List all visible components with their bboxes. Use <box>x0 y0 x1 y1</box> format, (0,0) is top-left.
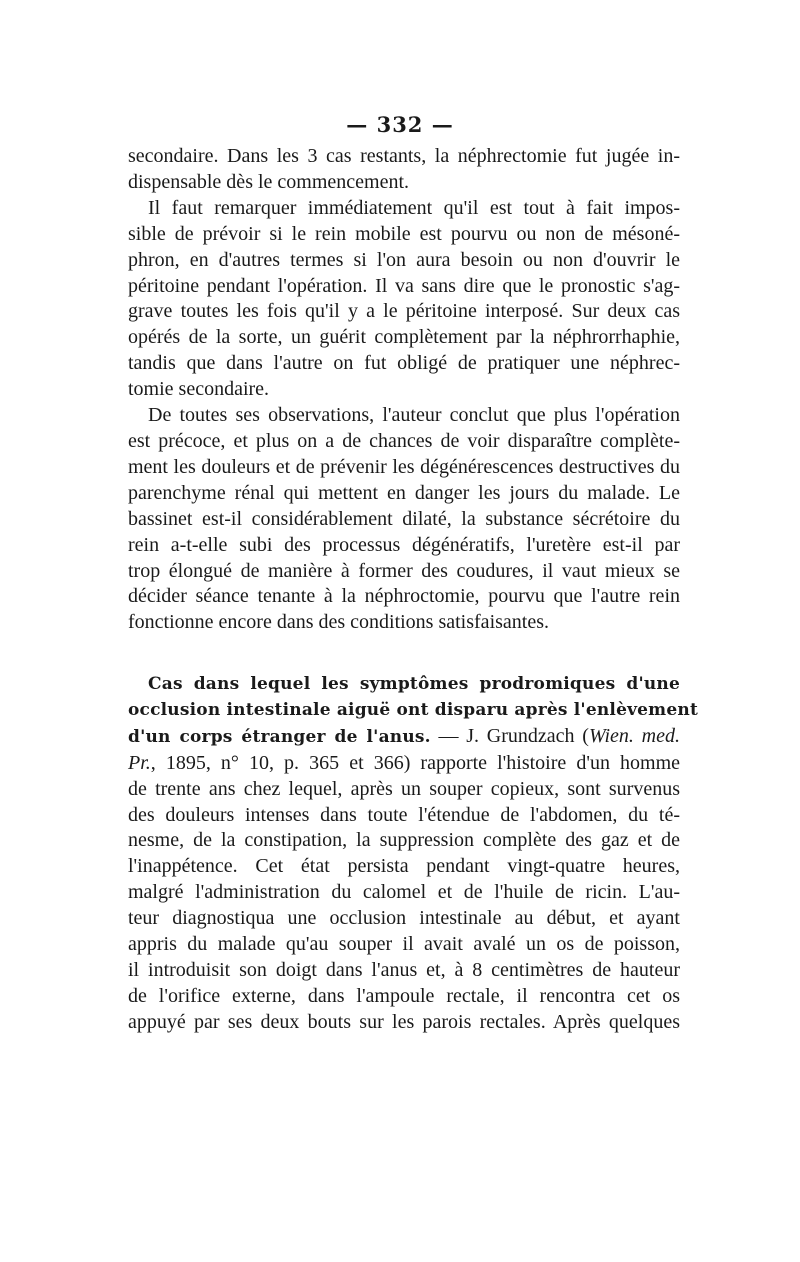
text-line: Il faut remarquer immédiatement qu'il est tout à fait impos- <box>148 196 680 219</box>
text-line: phron, en d'autres termes si l'on aura besoin ou non d'ouvrir le <box>128 248 680 271</box>
page-number: — 332 — <box>346 112 454 137</box>
text-line: péritoine pendant l'opération. Il va sans dire que le pronostic s'ag- <box>128 274 680 297</box>
text-line: trop élongué de manière à former des coudures, il vaut mieux se <box>128 559 680 582</box>
text-line: secondaire. Dans les 3 cas restants, la néphrectomie fut jugée in- <box>128 145 680 167</box>
text-line: fonctionne encore dans des conditions satisfaisantes. <box>128 611 549 634</box>
text-line: l'inappétence. Cet état persista pendant vingt-quatre heures, <box>128 855 680 878</box>
text-line: il introduisit son doigt dans l'anus et, à 8 centimètres de hauteur <box>128 958 680 981</box>
citation-journal: Wien. med. <box>588 724 680 747</box>
text-line: appuyé par ses deux bouts sur les parois rectales. Après quelques <box>128 1010 680 1033</box>
text-line: tomie secondaire. <box>128 378 270 401</box>
citation-author: — J. Grundzach ( <box>430 724 589 747</box>
text-line: rein a-t-elle subi des processus dégénératifs, l'uretère est-il par <box>128 533 680 556</box>
text-line: malgré l'administration du calomel et de l'huile de ricin. L'au- <box>128 881 680 904</box>
text-line: des douleurs intenses dans toute l'étendue de l'abdomen, du té- <box>128 803 680 826</box>
text-line: est précoce, et plus on a de chances de voir disparaître complète- <box>128 429 680 452</box>
text-line: ment les douleurs et de prévenir les dégénérescences destructives du <box>128 455 680 478</box>
text-line: teur diagnostiqua une occlusion intestinale au début, et ayant <box>128 907 680 930</box>
text-line <box>128 751 680 777</box>
text-block-first <box>128 144 680 636</box>
citation-details: , 1895, n° 10, p. 365 et 366) rapporte l'histoire d'un homme <box>150 751 680 774</box>
section-heading-line: Cas dans lequel les symptômes prodromiques d'une <box>148 674 680 694</box>
text-block-second <box>128 672 699 1036</box>
text-line: parenchyme rénal qui mettent en danger les jours du malade. Le <box>128 481 680 504</box>
text-line: De toutes ses observations, l'auteur conclut que plus l'opération <box>148 404 680 427</box>
text-line: de trente ans chez lequel, après un souper copieux, sont survenus <box>128 777 680 800</box>
text-line: tandis que dans l'autre on fut obligé de pratiquer une néphrec- <box>128 352 680 375</box>
section-heading-end: d'un corps étranger de l'anus. <box>128 726 431 747</box>
text-line: sible de prévoir si le rein mobile est pourvu ou non de mésoné- <box>128 222 680 245</box>
text-line: appris du malade qu'au souper il avait avalé un os de poisson, <box>128 933 680 956</box>
section-heading-line: occlusion intestinale aiguë ont disparu après l'enlèvement <box>128 699 699 720</box>
text-line: bassinet est-il considérablement dilaté, la substance sécrétoire du <box>128 507 680 530</box>
text-line: de l'orifice externe, dans l'ampoule rectale, il rencontra cet os <box>128 984 680 1007</box>
text-line <box>128 724 680 751</box>
text-line: décider séance tenante à la néphroctomie, pourvu que l'autre rein <box>128 585 680 608</box>
text-line: dispensable dès le commencement. <box>128 170 410 193</box>
text-line: grave toutes les fois qu'il y a le péritoine interposé. Sur deux cas <box>128 300 680 323</box>
citation-journal-end: Pr. <box>128 751 151 774</box>
text-line: opérés de la sorte, un guérit complètement par la néphrorrhaphie, <box>128 326 680 349</box>
text-line: nesme, de la constipation, la suppression complète des gaz et de <box>128 829 680 852</box>
